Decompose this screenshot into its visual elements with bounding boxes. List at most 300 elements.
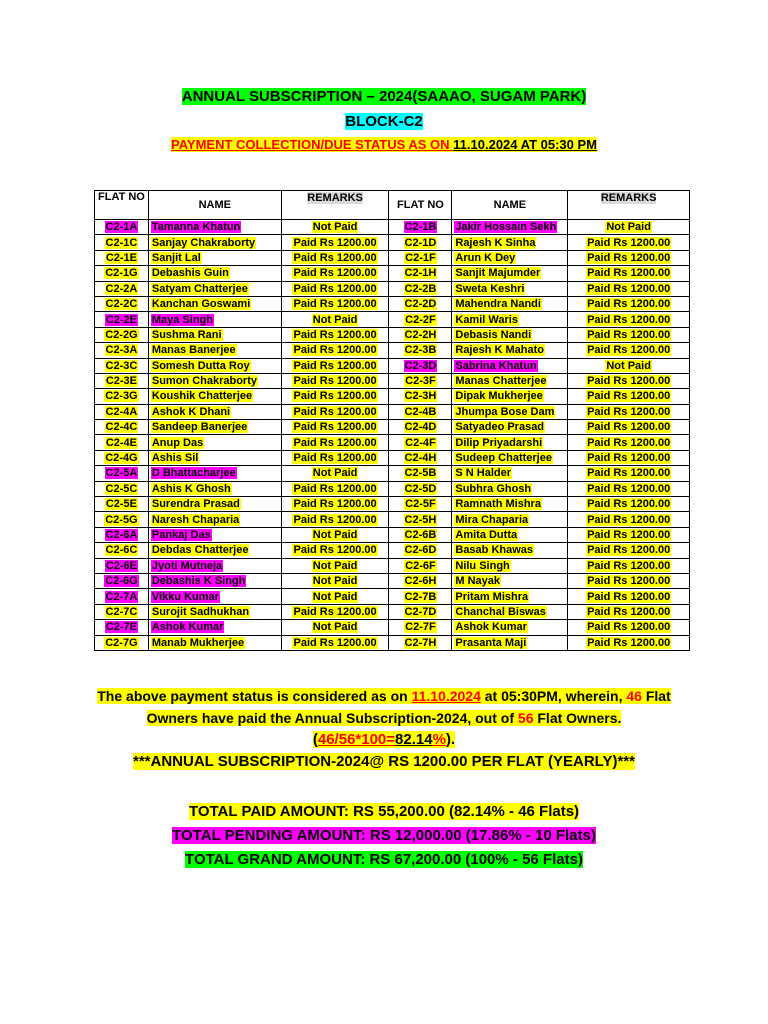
remarks-cell-text: Paid Rs 1200.00 bbox=[587, 267, 671, 280]
remarks-cell-text: Paid Rs 1200.00 bbox=[587, 467, 671, 480]
header-flat-no-right: FLAT NO bbox=[389, 191, 452, 220]
name-cell-text: Rajesh K Sinha bbox=[455, 236, 536, 249]
total-count: 56 bbox=[517, 710, 534, 726]
remarks-cell-text: Paid Rs 1200.00 bbox=[293, 482, 377, 495]
remarks-cell-text: Paid Rs 1200.00 bbox=[293, 605, 377, 618]
flat-no-cell-text: C2-2B bbox=[404, 282, 437, 295]
flat-no-cell bbox=[389, 604, 452, 619]
name-cell bbox=[452, 373, 568, 388]
name-cell bbox=[452, 343, 568, 358]
remarks-cell bbox=[568, 466, 690, 481]
name-cell bbox=[452, 404, 568, 419]
table-row bbox=[95, 389, 690, 404]
remarks-cell bbox=[568, 512, 690, 527]
flat-no-cell bbox=[95, 327, 149, 342]
name-cell bbox=[452, 266, 568, 281]
flat-no-cell-text: C2-7D bbox=[404, 605, 437, 618]
flat-no-cell bbox=[389, 573, 452, 588]
flat-no-cell bbox=[95, 420, 149, 435]
remarks-cell bbox=[568, 635, 690, 650]
flat-no-cell bbox=[95, 604, 149, 619]
name-cell-text: Manab Mukherjee bbox=[151, 636, 245, 649]
name-cell-text: Surojit Sadhukhan bbox=[151, 605, 250, 618]
total-pending: TOTAL PENDING AMOUNT: RS 12,000.00 (17.86% - 10 Flats) bbox=[172, 827, 596, 844]
flat-no-cell-text: C2-7G bbox=[105, 636, 138, 649]
table-row bbox=[95, 420, 690, 435]
name-cell-text: Sweta Keshri bbox=[455, 282, 525, 295]
flat-no-cell-text: C2-1G bbox=[105, 267, 138, 280]
flat-no-cell bbox=[95, 481, 149, 496]
flat-no-cell bbox=[95, 497, 149, 512]
header-remarks-right: REMARKS bbox=[568, 191, 690, 220]
name-cell bbox=[148, 312, 281, 327]
flat-no-cell-text: C2-3E bbox=[105, 375, 138, 388]
name-cell bbox=[452, 466, 568, 481]
name-cell bbox=[452, 497, 568, 512]
name-cell-text: M Nayak bbox=[455, 575, 501, 588]
remarks-cell-text: Paid Rs 1200.00 bbox=[587, 636, 671, 649]
name-cell bbox=[148, 450, 281, 465]
name-cell-text: Naresh Chaparia bbox=[151, 513, 240, 526]
flat-no-cell bbox=[95, 389, 149, 404]
document-title bbox=[0, 88, 768, 105]
table-row bbox=[95, 450, 690, 465]
header-name-right: NAME bbox=[452, 191, 568, 220]
remarks-cell bbox=[281, 635, 389, 650]
name-cell bbox=[148, 296, 281, 311]
remarks-cell-text: Paid Rs 1200.00 bbox=[293, 267, 377, 280]
flat-no-cell-text: C2-2A bbox=[105, 282, 138, 295]
remarks-cell-text: Paid Rs 1200.00 bbox=[587, 621, 671, 634]
name-cell-text: Ashis Sil bbox=[151, 452, 199, 465]
flat-no-cell-text: C2-7B bbox=[404, 590, 437, 603]
name-cell-text: Basab Khawas bbox=[455, 544, 534, 557]
table-row bbox=[95, 604, 690, 619]
flat-no-cell bbox=[389, 635, 452, 650]
name-cell bbox=[148, 420, 281, 435]
name-cell-text: Sushma Rani bbox=[151, 328, 222, 341]
flat-no-cell bbox=[389, 312, 452, 327]
name-cell-text: Ashok K Dhani bbox=[151, 405, 231, 418]
table-row bbox=[95, 635, 690, 650]
summary-line-2: Owners have paid the Annual Subscription-2024, out of 56 Flat Owners. bbox=[146, 710, 622, 726]
flat-no-cell bbox=[95, 527, 149, 542]
remarks-cell bbox=[568, 435, 690, 450]
table-row bbox=[95, 497, 690, 512]
flat-no-cell-text: C2-5C bbox=[105, 482, 138, 495]
remarks-cell-text: Paid Rs 1200.00 bbox=[587, 575, 671, 588]
remarks-cell bbox=[568, 450, 690, 465]
remarks-cell bbox=[281, 235, 389, 250]
flat-no-cell bbox=[389, 327, 452, 342]
flat-no-cell bbox=[95, 373, 149, 388]
flat-no-cell bbox=[389, 450, 452, 465]
summary-line-1: The above payment status is considered as on 11.10.2024 at 05:30PM, wherein, 46 Flat bbox=[97, 688, 671, 704]
title-text: ANNUAL SUBSCRIPTION – 2024(SAAAO, SUGAM PARK) bbox=[181, 88, 587, 105]
flat-no-cell-text: C2-3H bbox=[404, 390, 437, 403]
table-row bbox=[95, 558, 690, 573]
remarks-cell bbox=[281, 604, 389, 619]
flat-no-cell-text: C2-3C bbox=[105, 359, 138, 372]
flat-no-cell-text: C2-6C bbox=[105, 544, 138, 557]
flat-no-cell-text: C2-3A bbox=[105, 344, 138, 357]
name-cell-text: Prasanta Maji bbox=[455, 636, 527, 649]
name-cell bbox=[148, 389, 281, 404]
remarks-cell-text: Paid Rs 1200.00 bbox=[587, 236, 671, 249]
remarks-cell-text: Not Paid bbox=[312, 529, 358, 541]
name-cell-text: Vikku Kumar bbox=[151, 590, 219, 603]
table-row bbox=[95, 296, 690, 311]
remarks-cell bbox=[281, 558, 389, 573]
name-cell-text: Sumon Chakraborty bbox=[151, 375, 257, 388]
flat-no-cell-text: C2-5F bbox=[405, 498, 436, 511]
remarks-cell bbox=[281, 404, 389, 419]
remarks-cell-text: Paid Rs 1200.00 bbox=[587, 590, 671, 603]
name-cell-text: Sanjit Lal bbox=[151, 251, 201, 264]
name-cell bbox=[452, 635, 568, 650]
name-cell bbox=[148, 635, 281, 650]
table-row bbox=[95, 281, 690, 296]
remarks-cell-text: Not Paid bbox=[606, 359, 651, 372]
flat-no-cell-text: C2-1C bbox=[105, 236, 138, 249]
remarks-cell-text: Paid Rs 1200.00 bbox=[587, 390, 671, 403]
flat-no-cell bbox=[389, 620, 452, 635]
flat-no-cell-text: C2-6H bbox=[404, 575, 437, 588]
remarks-cell-text: Paid Rs 1200.00 bbox=[293, 359, 377, 372]
remarks-cell bbox=[568, 389, 690, 404]
remarks-cell bbox=[281, 250, 389, 265]
flat-no-cell-text: C2-1F bbox=[405, 251, 436, 264]
flat-no-cell-text: C2-2H bbox=[404, 328, 437, 341]
table-row bbox=[95, 220, 690, 235]
remarks-cell bbox=[281, 266, 389, 281]
remarks-cell bbox=[568, 497, 690, 512]
flat-no-cell-text: C2-4H bbox=[404, 452, 437, 465]
flat-no-cell-text: C2-6B bbox=[404, 529, 437, 541]
name-cell bbox=[452, 250, 568, 265]
remarks-cell-text: Paid Rs 1200.00 bbox=[587, 298, 671, 311]
flat-no-cell-text: C2-7F bbox=[405, 621, 436, 634]
remarks-cell-text: Paid Rs 1200.00 bbox=[293, 344, 377, 357]
table-row bbox=[95, 481, 690, 496]
remarks-cell bbox=[568, 281, 690, 296]
flat-no-cell-text: C2-5H bbox=[404, 513, 437, 526]
remarks-cell bbox=[568, 404, 690, 419]
table-row bbox=[95, 250, 690, 265]
remarks-cell bbox=[281, 327, 389, 342]
flat-no-cell bbox=[95, 620, 149, 635]
table-row bbox=[95, 312, 690, 327]
flat-no-cell-text: C2-3F bbox=[405, 375, 436, 388]
name-cell bbox=[148, 327, 281, 342]
flat-no-cell bbox=[95, 296, 149, 311]
remarks-cell-text: Paid Rs 1200.00 bbox=[587, 375, 671, 388]
flat-no-cell bbox=[389, 481, 452, 496]
flat-no-cell-text: C2-2E bbox=[105, 313, 138, 326]
name-cell-text: Debdas Chatterjee bbox=[151, 544, 249, 557]
flat-no-cell bbox=[389, 558, 452, 573]
name-cell bbox=[148, 250, 281, 265]
name-cell bbox=[452, 589, 568, 604]
remarks-cell bbox=[281, 450, 389, 465]
name-cell-text: Sanjit Majumder bbox=[455, 267, 541, 280]
flat-no-cell bbox=[95, 558, 149, 573]
remarks-cell-text: Paid Rs 1200.00 bbox=[293, 421, 377, 434]
flat-no-cell bbox=[389, 266, 452, 281]
flat-no-cell-text: C2-2F bbox=[405, 313, 436, 326]
flat-no-cell bbox=[95, 343, 149, 358]
name-cell-text: Kanchan Goswami bbox=[151, 298, 251, 311]
name-cell bbox=[148, 543, 281, 558]
status-prefix: PAYMENT COLLECTION/DUE STATUS AS ON bbox=[171, 137, 454, 152]
name-cell bbox=[148, 404, 281, 419]
remarks-cell-text: Paid Rs 1200.00 bbox=[293, 436, 377, 449]
flat-no-cell bbox=[95, 266, 149, 281]
remarks-cell bbox=[281, 527, 389, 542]
name-cell bbox=[452, 420, 568, 435]
flat-no-cell-text: C2-4G bbox=[105, 452, 138, 465]
name-cell bbox=[452, 235, 568, 250]
table-row bbox=[95, 373, 690, 388]
flat-no-cell bbox=[389, 435, 452, 450]
name-cell bbox=[148, 435, 281, 450]
flat-no-cell-text: C2-1H bbox=[404, 267, 437, 280]
flat-no-cell-text: C2-4D bbox=[404, 421, 437, 434]
flat-no-cell-text: C2-4E bbox=[105, 436, 138, 449]
block-text: BLOCK-C2 bbox=[345, 113, 423, 130]
flat-no-cell-text: C2-1B bbox=[404, 221, 437, 234]
table-row bbox=[95, 404, 690, 419]
remarks-cell bbox=[281, 358, 389, 373]
flat-no-cell-text: C2-5G bbox=[105, 513, 138, 526]
flat-no-cell-text: C2-3B bbox=[404, 344, 437, 357]
name-cell-text: Ashok Kumar bbox=[455, 621, 527, 634]
name-cell bbox=[148, 527, 281, 542]
remarks-cell bbox=[568, 312, 690, 327]
subscription-table bbox=[94, 190, 690, 651]
remarks-cell-text: Paid Rs 1200.00 bbox=[587, 282, 671, 295]
remarks-cell bbox=[568, 604, 690, 619]
name-cell-text: Somesh Dutta Roy bbox=[151, 359, 250, 372]
remarks-cell-text: Paid Rs 1200.00 bbox=[293, 513, 377, 526]
remarks-cell bbox=[568, 250, 690, 265]
flat-no-cell bbox=[389, 250, 452, 265]
name-cell bbox=[148, 220, 281, 235]
remarks-cell-text: Paid Rs 1200.00 bbox=[587, 313, 671, 326]
name-cell bbox=[452, 358, 568, 373]
name-cell-text: Debasis Nandi bbox=[455, 328, 532, 341]
remarks-cell-text: Paid Rs 1200.00 bbox=[293, 544, 377, 557]
flat-no-cell-text: C2-7E bbox=[105, 621, 138, 634]
name-cell bbox=[148, 266, 281, 281]
name-cell-text: Dipak Mukherjee bbox=[455, 390, 543, 403]
flat-no-cell bbox=[95, 512, 149, 527]
flat-no-cell bbox=[389, 404, 452, 419]
remarks-cell bbox=[568, 527, 690, 542]
name-cell-text: Debashis K Singh bbox=[151, 575, 246, 588]
remarks-cell-text: Not Paid bbox=[312, 313, 358, 326]
totals-block bbox=[0, 800, 768, 872]
remarks-cell bbox=[281, 435, 389, 450]
total-grand: TOTAL GRAND AMOUNT: RS 67,200.00 (100% - 56 Flats) bbox=[185, 851, 583, 868]
remarks-cell bbox=[281, 281, 389, 296]
flat-no-cell-text: C2-2D bbox=[404, 298, 437, 311]
name-cell bbox=[452, 450, 568, 465]
flat-no-cell bbox=[389, 497, 452, 512]
name-cell-text: Anup Das bbox=[151, 436, 204, 449]
name-cell-text: Manas Banerjee bbox=[151, 344, 236, 357]
flat-no-cell bbox=[389, 235, 452, 250]
flat-no-cell bbox=[95, 220, 149, 235]
name-cell-text: Ramnath Mishra bbox=[455, 498, 541, 511]
name-cell-text: Mahendra Nandi bbox=[455, 298, 541, 311]
table-row bbox=[95, 527, 690, 542]
name-cell-text: Satyadeo Prasad bbox=[455, 421, 545, 434]
name-cell-text: Manas Chatterjee bbox=[455, 375, 547, 388]
flat-no-cell-text: C2-3G bbox=[105, 390, 138, 403]
name-cell bbox=[452, 435, 568, 450]
remarks-cell-text: Not Paid bbox=[312, 575, 358, 588]
remarks-cell-text: Paid Rs 1200.00 bbox=[587, 452, 671, 465]
flat-no-cell bbox=[389, 589, 452, 604]
name-cell bbox=[452, 281, 568, 296]
table-row bbox=[95, 466, 690, 481]
table-header-row bbox=[95, 191, 690, 220]
remarks-cell-text: Paid Rs 1200.00 bbox=[293, 405, 377, 418]
flat-no-cell bbox=[95, 466, 149, 481]
name-cell-text: Mira Chaparia bbox=[455, 513, 529, 526]
status-heading bbox=[0, 137, 768, 152]
table-row bbox=[95, 512, 690, 527]
flat-no-cell-text: C2-7C bbox=[105, 605, 138, 618]
name-cell bbox=[452, 312, 568, 327]
name-cell-text: Debashis Guin bbox=[151, 267, 229, 280]
remarks-cell bbox=[281, 620, 389, 635]
total-paid: TOTAL PAID AMOUNT: RS 55,200.00 (82.14% - 46 Flats) bbox=[188, 803, 580, 820]
flat-no-cell bbox=[389, 543, 452, 558]
remarks-cell-text: Paid Rs 1200.00 bbox=[587, 498, 671, 511]
name-cell-text: Tamanna Khatun bbox=[151, 221, 241, 234]
header-remarks-left: REMARKS bbox=[281, 191, 389, 220]
remarks-cell-text: Paid Rs 1200.00 bbox=[293, 375, 377, 388]
name-cell-text: Maya Singh bbox=[151, 313, 213, 326]
flat-no-cell-text: C2-4B bbox=[404, 405, 437, 418]
flat-no-cell-text: C2-1E bbox=[105, 251, 138, 264]
summary-block bbox=[60, 685, 708, 773]
remarks-cell bbox=[281, 420, 389, 435]
remarks-cell-text: Paid Rs 1200.00 bbox=[293, 298, 377, 311]
name-cell-text: Pritam Mishra bbox=[455, 590, 529, 603]
remarks-cell-text: Paid Rs 1200.00 bbox=[587, 344, 671, 357]
name-cell-text: Ashok Kumar bbox=[151, 621, 224, 634]
remarks-cell bbox=[568, 420, 690, 435]
flat-no-cell bbox=[389, 527, 452, 542]
name-cell-text: Pankaj Das bbox=[151, 529, 211, 541]
remarks-cell bbox=[281, 373, 389, 388]
remarks-cell bbox=[281, 589, 389, 604]
flat-no-cell bbox=[95, 250, 149, 265]
remarks-cell bbox=[281, 497, 389, 512]
name-cell-text: Jyoti Mutneja bbox=[151, 559, 223, 572]
remarks-cell-text: Not Paid bbox=[312, 467, 358, 480]
flat-no-cell-text: C2-4C bbox=[105, 421, 138, 434]
remarks-cell bbox=[568, 543, 690, 558]
flat-no-cell bbox=[389, 466, 452, 481]
flat-no-cell-text: C2-7H bbox=[404, 636, 437, 649]
remarks-cell bbox=[568, 343, 690, 358]
table-row bbox=[95, 358, 690, 373]
name-cell-text: Amita Dutta bbox=[455, 529, 518, 541]
remarks-cell bbox=[281, 543, 389, 558]
flat-no-cell bbox=[389, 420, 452, 435]
flat-no-cell-text: C2-5E bbox=[105, 498, 138, 511]
name-cell bbox=[148, 497, 281, 512]
flat-no-cell bbox=[389, 343, 452, 358]
remarks-cell bbox=[568, 573, 690, 588]
remarks-cell bbox=[281, 220, 389, 235]
table-row bbox=[95, 589, 690, 604]
flat-no-cell bbox=[95, 435, 149, 450]
name-cell bbox=[148, 620, 281, 635]
name-cell bbox=[452, 296, 568, 311]
flat-no-cell bbox=[389, 389, 452, 404]
remarks-cell-text: Paid Rs 1200.00 bbox=[587, 529, 671, 541]
name-cell-text: Koushik Chatterjee bbox=[151, 390, 253, 403]
name-cell bbox=[148, 604, 281, 619]
flat-no-cell-text: C2-5B bbox=[404, 467, 437, 480]
flat-no-cell bbox=[95, 235, 149, 250]
flat-no-cell bbox=[95, 573, 149, 588]
remarks-cell-text: Paid Rs 1200.00 bbox=[587, 559, 671, 572]
remarks-cell bbox=[281, 296, 389, 311]
remarks-cell-text: Paid Rs 1200.00 bbox=[587, 328, 671, 341]
remarks-cell-text: Paid Rs 1200.00 bbox=[587, 544, 671, 557]
flat-no-cell-text: C2-5A bbox=[105, 467, 138, 480]
remarks-cell bbox=[568, 373, 690, 388]
rate-line: ***ANNUAL SUBSCRIPTION-2024@ RS 1200.00 PER FLAT (YEARLY)*** bbox=[133, 753, 635, 770]
flat-no-cell-text: C2-4F bbox=[405, 436, 436, 449]
name-cell bbox=[452, 512, 568, 527]
name-cell bbox=[452, 558, 568, 573]
table-row bbox=[95, 573, 690, 588]
remarks-cell bbox=[281, 343, 389, 358]
remarks-cell-text: Paid Rs 1200.00 bbox=[293, 498, 377, 511]
remarks-cell bbox=[281, 312, 389, 327]
remarks-cell bbox=[568, 481, 690, 496]
remarks-cell-text: Paid Rs 1200.00 bbox=[293, 236, 377, 249]
remarks-cell-text: Paid Rs 1200.00 bbox=[587, 482, 671, 495]
remarks-cell-text: Not Paid bbox=[312, 621, 358, 634]
name-cell bbox=[452, 604, 568, 619]
name-cell bbox=[452, 481, 568, 496]
table-row bbox=[95, 343, 690, 358]
flat-no-cell bbox=[95, 589, 149, 604]
remarks-cell-text: Paid Rs 1200.00 bbox=[587, 513, 671, 526]
name-cell-text: Kamil Waris bbox=[455, 313, 518, 326]
remarks-cell bbox=[568, 266, 690, 281]
name-cell bbox=[148, 373, 281, 388]
status-date: 11.10.2024 AT 05:30 PM bbox=[453, 137, 597, 152]
remarks-cell bbox=[568, 620, 690, 635]
flat-no-cell-text: C2-1D bbox=[404, 236, 437, 249]
remarks-cell-text: Paid Rs 1200.00 bbox=[293, 251, 377, 264]
remarks-cell-text: Paid Rs 1200.00 bbox=[293, 328, 377, 341]
name-cell-text: Surendra Prasad bbox=[151, 498, 240, 511]
remarks-cell bbox=[568, 589, 690, 604]
remarks-cell-text: Paid Rs 1200.00 bbox=[293, 452, 377, 465]
name-cell-text: Chanchal Biswas bbox=[455, 605, 546, 618]
name-cell-text: D Bhattacharjee bbox=[151, 467, 236, 480]
